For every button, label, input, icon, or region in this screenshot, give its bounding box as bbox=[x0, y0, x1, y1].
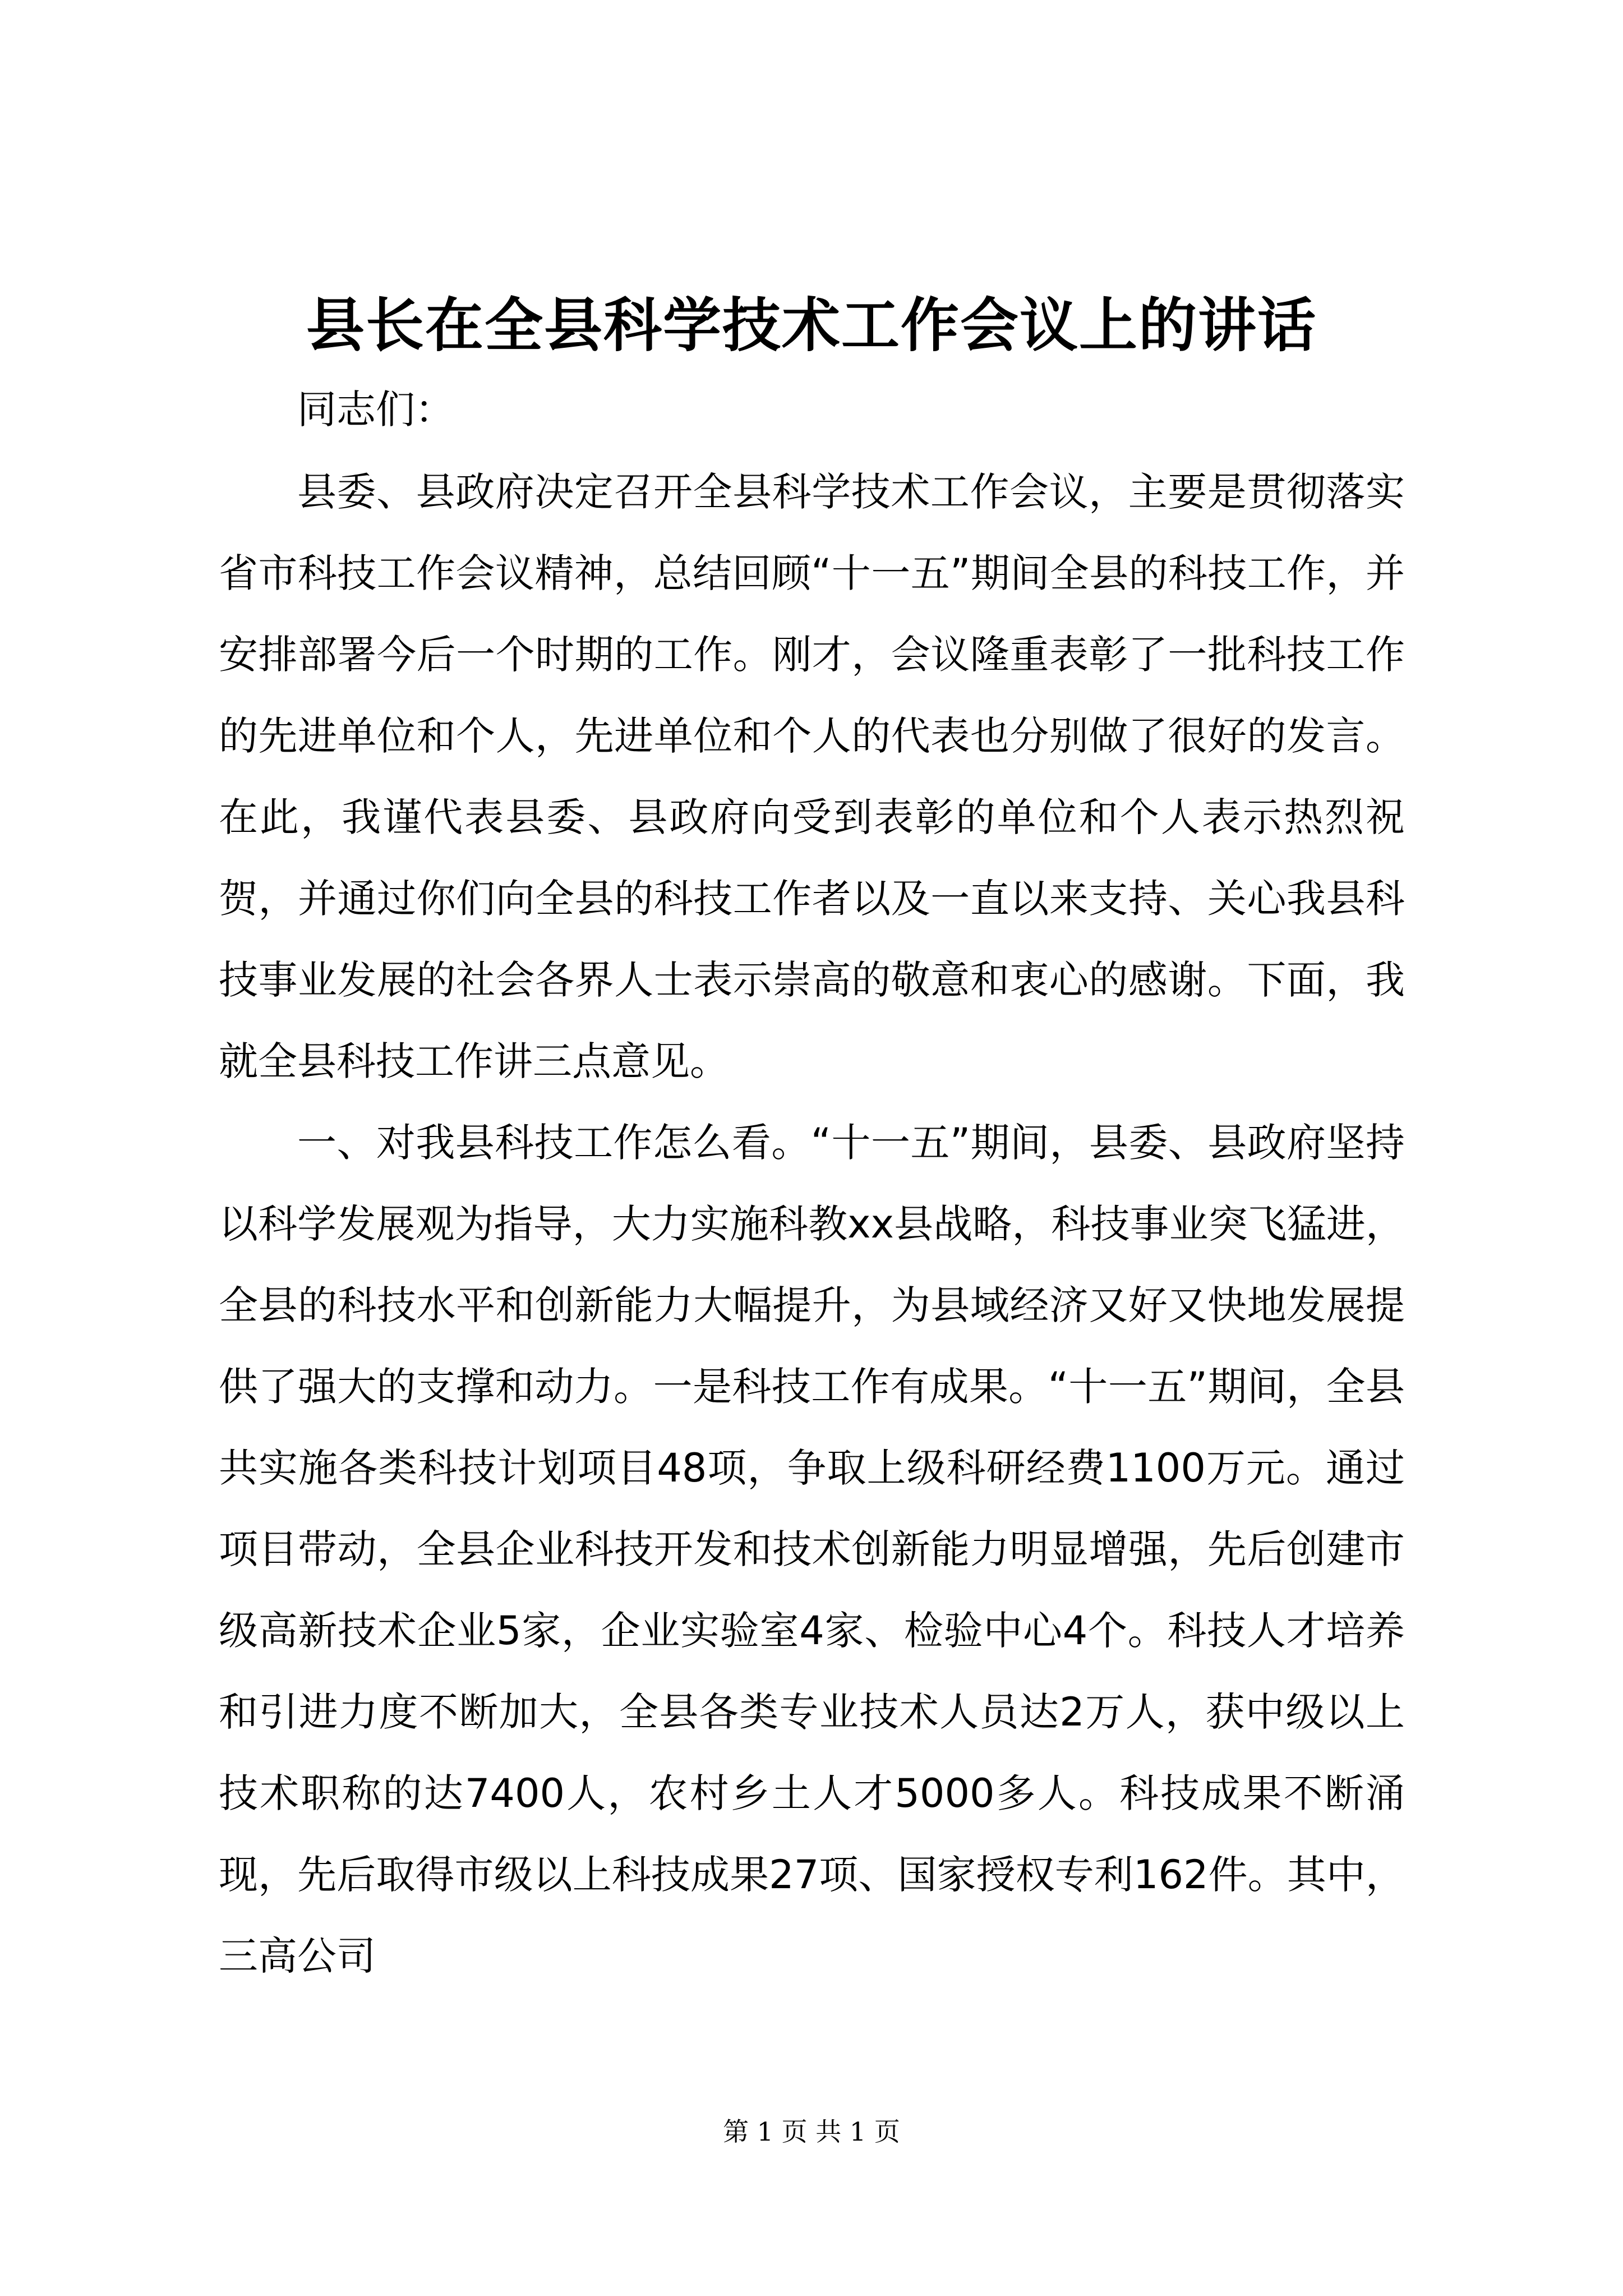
document-body bbox=[219, 452, 1405, 1997]
page-number-footer: 第 1 页 共 1 页 bbox=[723, 2116, 900, 2147]
paragraph-opening: 县委、县政府决定召开全县科学技术工作会议，主要是贯彻落实省市科技工作会议精神，总结回顾“十一五”期间全县的科技工作，并安排部署今后一个时期的工作。刚才，会议隆重表彰了一批科技工作的先进单位和个人，先进单位和个人的代表也分别做了很好的发言。在此，我谨代表县委、县政府向受到表彰的单位和个人表示热烈祝贺，并通过你们向全县的科技工作者以及一直以来支持、关心我县科技事业发展的社会各界人士表示崇高的敬意和衷心的感谢。下面，我就全县科技工作讲三点意见。 bbox=[219, 469, 1405, 1084]
paragraph-section-one: 一、对我县科技工作怎么看。“十一五”期间，县委、县政府坚持以科学发展观为指导，大力实施科教xx县战略，科技事业突飞猛进，全县的科技水平和创新能力大幅提升，为县域经济又好又快地发展提供了强大的支撑和动力。一是科技工作有成果。“十一五”期间，全县共实施各类科技计划项目48项，争取上级科研经费1100万元。通过项目带动，全县企业科技开发和技术创新能力明显增强，先后创建市级高新技术企业5家，企业实验室4家、检验中心4个。科技人才培养和引进力度不断加大，全县各类专业技术人员达2万人，获中级以上技术职称的达7400人，农村乡土人才5000多人。科技成果不断涌现，先后取得市级以上科技成果27项、国家授权专利162件。其中，三高公司 bbox=[219, 1120, 1405, 1979]
document-title: 县长在全县科学技术工作会议上的讲话 bbox=[306, 291, 1317, 360]
salutation: 同志们： bbox=[297, 386, 454, 432]
